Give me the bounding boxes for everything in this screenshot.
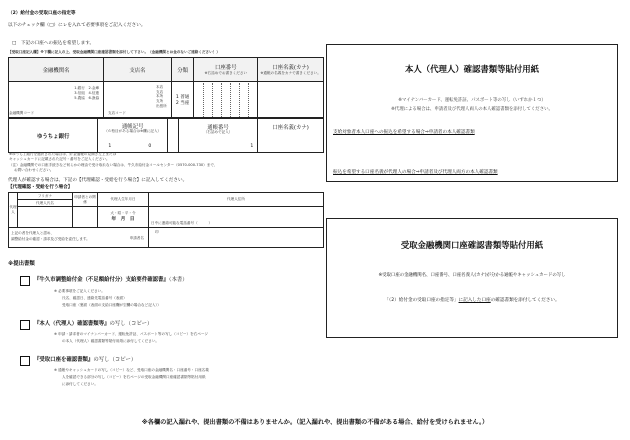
doc-2-line-2: の本人（代理人）確認書類等貼付用紙に添付してください。 [62, 339, 160, 343]
bank-type-4[interactable]: 4.信連 [88, 90, 100, 95]
yucho-note-2: キャッシュカードに記載された記号・番号をご記入ください。 [9, 157, 110, 161]
branch-type-2[interactable]: 支店 [156, 89, 164, 94]
number-suffix: 1 [250, 144, 254, 149]
account-holder-label: 口座名義(カナ) [272, 65, 309, 71]
doc-1-line-3: 受取口座（裏面（表面の支給口座欄が空欄の場合など記入）） [62, 303, 161, 307]
branch-type-1[interactable]: 本店 [156, 85, 164, 89]
own-account-option[interactable]: □ 下記の口座への振込を希望します。 [12, 41, 95, 46]
id-panel-case-1: 支給対象者本人口座への振込を希望する場合⇒申請者の本人確認書類 [333, 130, 475, 135]
warning-note-2: お問い合わせください。 [14, 168, 54, 172]
category-current[interactable]: 2 当座 [175, 100, 190, 106]
bank-type-3[interactable]: 3.信組 [74, 90, 85, 95]
furigana-label: フリガナ [18, 193, 73, 200]
seal-label: 印 [155, 229, 159, 234]
doc-3-line-2: 人を確認できる部分の写し（コピー）を右ページの受取金融機関口座確認書類等貼付用紙 [62, 375, 206, 379]
footer-warning: ※各欄の記入漏れや、提出書類の不備はありませんか。（記入漏れや、提出書類の不備がある場合、給付を受けられません。） [141, 419, 489, 426]
proxy-side-label: 代理人 [9, 193, 18, 228]
bank-document-panel [326, 218, 618, 338]
docs-heading: ※提出書類 [8, 261, 35, 267]
id-panel-note-2: ※代理による場合は、申請者及び代理人両人の本人確認書類を添付してください。 [391, 107, 553, 112]
era-options[interactable]: 大・昭・平・令 [110, 211, 136, 216]
doc-2-line-1: ※ 申請・請求者のマイナンバーカード、運転免許証、パスポート等の写し（コピー）を右ページ [54, 332, 208, 336]
applicant-name-input[interactable] [149, 227, 324, 247]
doc-1-line-2: 氏名、確認日、連絡先電話番号（表面） [62, 296, 127, 300]
account-holder-note: ※通帳の名義をカナで書きください。 [260, 71, 321, 75]
doc-2-title: 『本人（代理人）確認書類等』の写し（コピー） [34, 321, 153, 327]
relationship-label: 申請者との関係 [73, 193, 98, 207]
doc-3-line-1: ※ 通帳やキャッシュカードの写し（コピー）など、受取口座の金融機関名・口座番号・口座名義 [54, 368, 209, 372]
id-panel-note-1: ※マイナンバーカード、運転免許証、パスポート等の写し（いずれか１つ） [398, 98, 546, 103]
bank-panel-note-2: 「（2）給付金の受取口座の指定等」に記入した口座の確認書類を添付してください。 [384, 298, 560, 303]
bank-account-table [8, 57, 324, 118]
id-panel-case-2: 振込を希望する口座名義が代理人の場合⇒申請者及び代理人両方の本人確認書類 [333, 170, 498, 175]
doc-1-line-1: ※ 必要事項をご記入ください。 [54, 289, 105, 293]
branch-type-3[interactable]: 本所 [156, 94, 164, 99]
branch-type-5[interactable]: 出張所 [156, 103, 167, 108]
instruction: 以下のチェック欄（□）にレを入れて必要事項をご記入ください。 [8, 23, 146, 28]
id-panel-title: 本人（代理人）確認書類等貼付用紙 [405, 64, 539, 74]
yucho-label: ゆうちょ銀行 [9, 119, 98, 153]
id-document-panel [326, 44, 618, 182]
bank-type-6[interactable]: 6.漁協 [88, 95, 100, 100]
birthdate-label: 代理人生年月日 [98, 193, 149, 207]
bank-panel-title: 受取金融機関口座確認書類等貼付用紙 [400, 240, 544, 250]
yucho-note-1: ※ゆうちょ銀行を選択された場合は、貯金通帳の見開き左上または [9, 152, 117, 156]
proxy-intro: 代理人が確認する場合は、下記の【代理確認・受給を行う場合】に記入してください。 [8, 178, 188, 183]
category-header: 分類 [171, 58, 194, 82]
bank-type-1[interactable]: 1.銀行 [74, 86, 85, 90]
proxy-name-input[interactable] [18, 207, 73, 227]
symbol-extra-cell[interactable] [168, 119, 179, 153]
category-cell[interactable] [171, 82, 194, 118]
proxy-name-label: 代理人氏名 [18, 200, 73, 207]
registered-account-note: 【受取口座記入欄】※下欄に記入の上、受取金融機関口座確認書類を添付して下さい。（金融機関とお金のないご連絡ください！） [8, 50, 220, 54]
doc-1-title: 『牛久市調整給付金（不足額給付分）支給要件確認書』（本書） [34, 277, 188, 283]
account-number-cell[interactable] [194, 82, 258, 118]
passbook-symbol-cell[interactable] [98, 119, 168, 153]
applicant-name-label: 申請者名 [129, 235, 144, 240]
bank-code-label: 金融機関コード [9, 111, 35, 115]
account-holder-header [258, 58, 324, 82]
symbol-digit: 0 [148, 144, 152, 149]
bank-panel-note-1: ※受取口座の金融機関名、口座番号、口座名義人(カナ)が分かる通帳やキャッシュカードの写し [378, 273, 566, 278]
doc-3-checkbox[interactable] [20, 356, 30, 366]
passbook-number-cell[interactable] [178, 119, 257, 153]
address-input[interactable] [149, 207, 324, 227]
doc-2-checkbox[interactable] [20, 320, 30, 330]
bank-type-5[interactable]: 5.農協 [74, 95, 85, 100]
account-holder-cell[interactable] [258, 82, 324, 118]
address-label: 代理人住所 [149, 193, 324, 207]
yucho-holder-label: 口座名義(カナ) [272, 125, 309, 131]
ymd-label: 年 月 日 [111, 217, 135, 223]
passbook-symbol-label: 通帳記号 [121, 124, 144, 130]
account-number-label: 口座番号 [215, 65, 237, 71]
birthdate-input[interactable] [98, 207, 149, 227]
passbook-number-note: （右詰めで記入） [203, 130, 233, 134]
statement-line-2: 調整給付金の確認・請求及び受給を委任します。 [11, 236, 90, 241]
proxy-table [8, 192, 324, 248]
bank-name-header: 金融機関名 [9, 58, 104, 82]
category-ordinary[interactable]: 1 普通 [175, 94, 190, 100]
statement-line-1: 上記の者を代理人と認め、 [11, 230, 54, 235]
relationship-input[interactable] [73, 207, 98, 227]
yucho-table [8, 118, 324, 153]
proxy-heading: 【代理確認・受給を行う場合】 [8, 185, 73, 190]
branch-type-4[interactable]: 支所 [156, 99, 164, 104]
delegation-statement [9, 227, 149, 247]
doc-3-title: 『受取口座を確認書類』の写し（コピー） [34, 357, 137, 363]
passbook-number-label: 通帳番号 [207, 125, 229, 131]
bank-type-2[interactable]: 2.金庫 [88, 86, 100, 90]
section-heading: （2）給付金の受取口座の指定等 [8, 11, 76, 16]
warning-note: （注）金融機関での口座手続きなど何らかの理由で受け取れない場合は、牛久市給付金コールセンター（0570-000-730）まで、 [9, 163, 218, 167]
yucho-holder-cell[interactable] [258, 119, 324, 153]
branch-code-label: 支店コード [108, 111, 126, 115]
passbook-symbol-note: （６桁目がある場合は※欄に記入） [104, 129, 162, 133]
branch-name-header: 支店名 [104, 58, 172, 82]
doc-1-checkbox[interactable] [20, 276, 30, 286]
symbol-prefix: 1 [108, 144, 112, 149]
account-number-header [194, 58, 258, 82]
phone-label: 日中に連絡可能な電話番号（ ） [151, 220, 213, 225]
doc-3-line-3: に添付してください。 [62, 382, 98, 386]
account-number-note: ※右詰めでお書きください [204, 71, 248, 75]
